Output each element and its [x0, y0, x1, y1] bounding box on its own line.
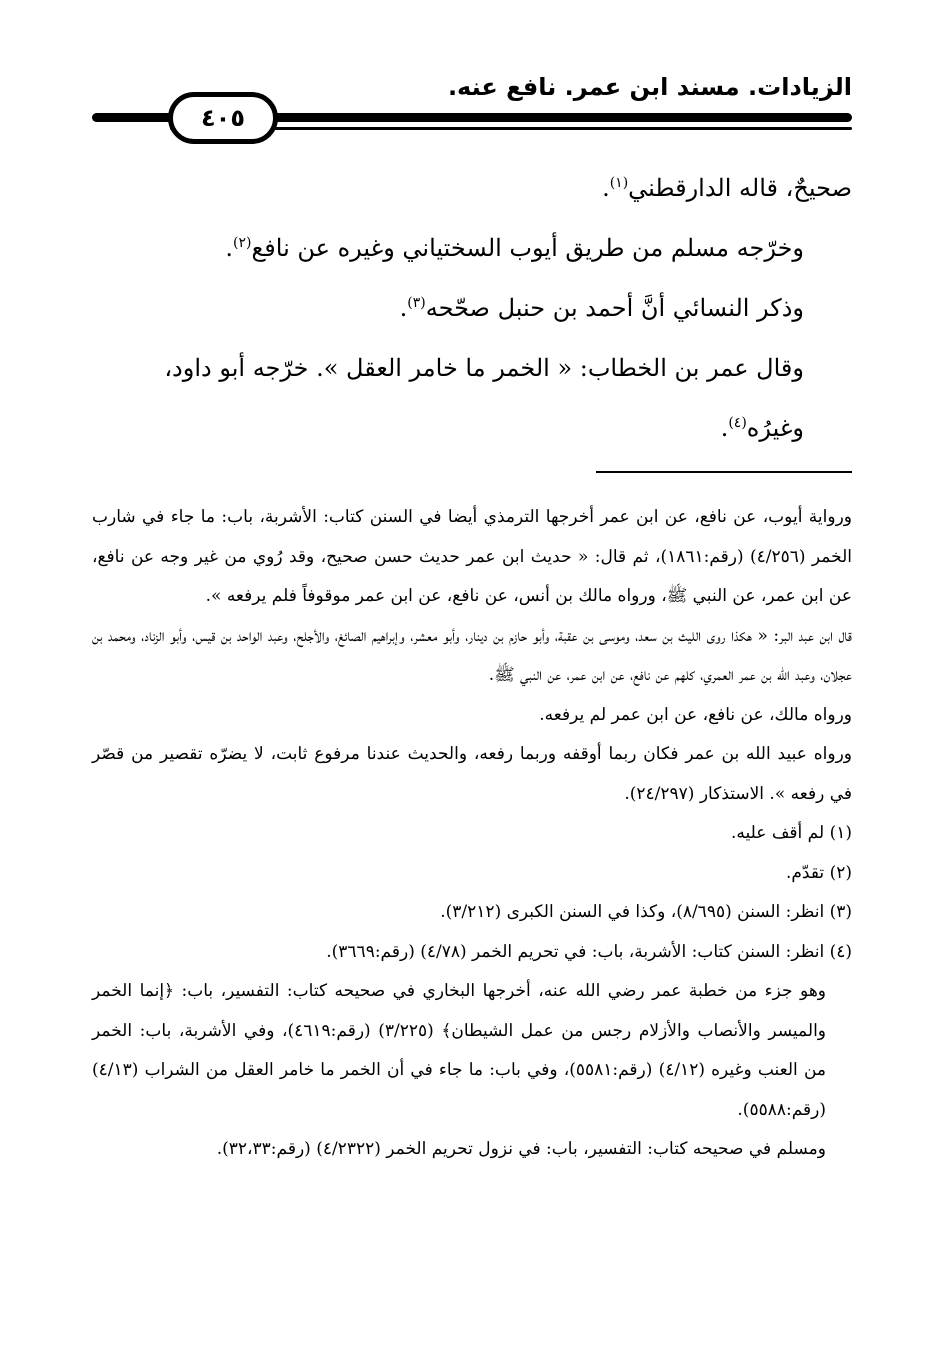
- footnote-4-detail-1: وهو جزء من خطبة عمر رضي الله عنه، أخرجها البخاري في صحيحه كتاب: التفسير، باب: ﴿إنما الخمر والميسر والأنصاب والأزلام رجس من عمل الشيطان﴾ (٣/٢٢٥) (رقم:٤٦١٩)، وفي الأشربة، باب: الخمر من العنب وغيره (٤/١٢) (رقم:٥٥٨١)، وفي باب: ما جاء في أن الخمر ما خامر العقل من الشراب (٤/١٣) (رقم:٥٥٨٨).: [92, 981, 827, 1120]
- main-line-2: وخرّجه مسلم من طريق أيوب السختياني وغيره عن نافع$^{(٢)}$.: [225, 234, 804, 262]
- footnote-continued-2: قال ابن عبد البر: « هكذا روى الليث بن سعد، وموسى بن عقبة، وأبو حازم بن دينار، وأبو معشر، وإبراهيم الصائغ، والأجلح، وعبد الواحد بن قيس، وأبو الزناد، ومحمد بن عجلان، وعبد الله بن عمر العمري، كلهم عن نافع، عن ابن عمر، عن النبي ﷺ.: [92, 625, 852, 685]
- footnote-ref-4[interactable]: (٤): [728, 415, 747, 431]
- footnotes: [92, 498, 852, 1170]
- footnote-continued-1: ورواية أيوب، عن نافع، عن ابن عمر أخرجها الترمذي أيضا في السنن كتاب: الأشربة، باب: ما جاء في شارب الخمر (٤/٢٥٦) (رقم:١٨٦١)، ثم قال: « حديث ابن عمر حديث حسن صحيح، وقد رُوي من غير وجه عن نافع، عن ابن عمر، عن النبي ﷺ، ورواه مالك بن أنس، عن نافع، عن ابن عمر موقوفاً فلم يرفعه ».: [92, 507, 853, 606]
- footnote-continued-4: ورواه عبيد الله بن عمر فكان ربما أوقفه وربما رفعه، والحديث عندنا مرفوع ثابت، لا يضرّه تقصير من قصّر في رفعه ». الاستذكار (٢٤/٢٩٧).: [92, 744, 852, 804]
- main-line-3: وذكر النسائي أنَّ أحمد بن حنبل صحّحه$^{(٣)}$.: [399, 294, 804, 322]
- main-line-1: صحيحٌ، قاله الدارقطني$^{(١)}$.: [602, 174, 852, 202]
- footnote-ref-2[interactable]: (٢): [233, 235, 252, 251]
- running-title: الزيادات. مسند ابن عمر. نافع عنه.: [447, 73, 852, 101]
- footnote-4: (٤) انظر: السنن كتاب: الأشربة، باب: في تحريم الخمر (٤/٧٨) (رقم:٣٦٦٩).: [326, 941, 852, 962]
- main-text: [92, 158, 852, 458]
- footnote-3: (٣) انظر: السنن (٨/٦٩٥)، وكذا في السنن الكبرى (٣/٢١٢).: [440, 902, 852, 922]
- footnote-2: (٢) تقدّم.: [785, 862, 852, 883]
- page-number-badge: [168, 92, 278, 144]
- footnote-continued-3: ورواه مالك، عن نافع، عن ابن عمر لم يرفعه.: [539, 704, 852, 725]
- footnote-separator: [596, 471, 852, 473]
- footnote-4-detail-2: ومسلم في صحيحه كتاب: التفسير، باب: في نزول تحريم الخمر (٤/٢٣٢٢) (رقم:٣٢،٣٣).: [216, 1139, 826, 1159]
- footnote-ref-1[interactable]: (١): [609, 175, 629, 191]
- footnote-ref-3[interactable]: (٣): [407, 295, 426, 311]
- main-line-4: وقال عمر بن الخطاب: « الخمر ما خامر العقل ». خرّجه أبو داود، وغيرُه$^{(٤)}$.: [164, 354, 804, 442]
- page-number: ٤٠٥: [201, 104, 245, 132]
- footnote-1: (١) لم أقف عليه.: [731, 823, 852, 843]
